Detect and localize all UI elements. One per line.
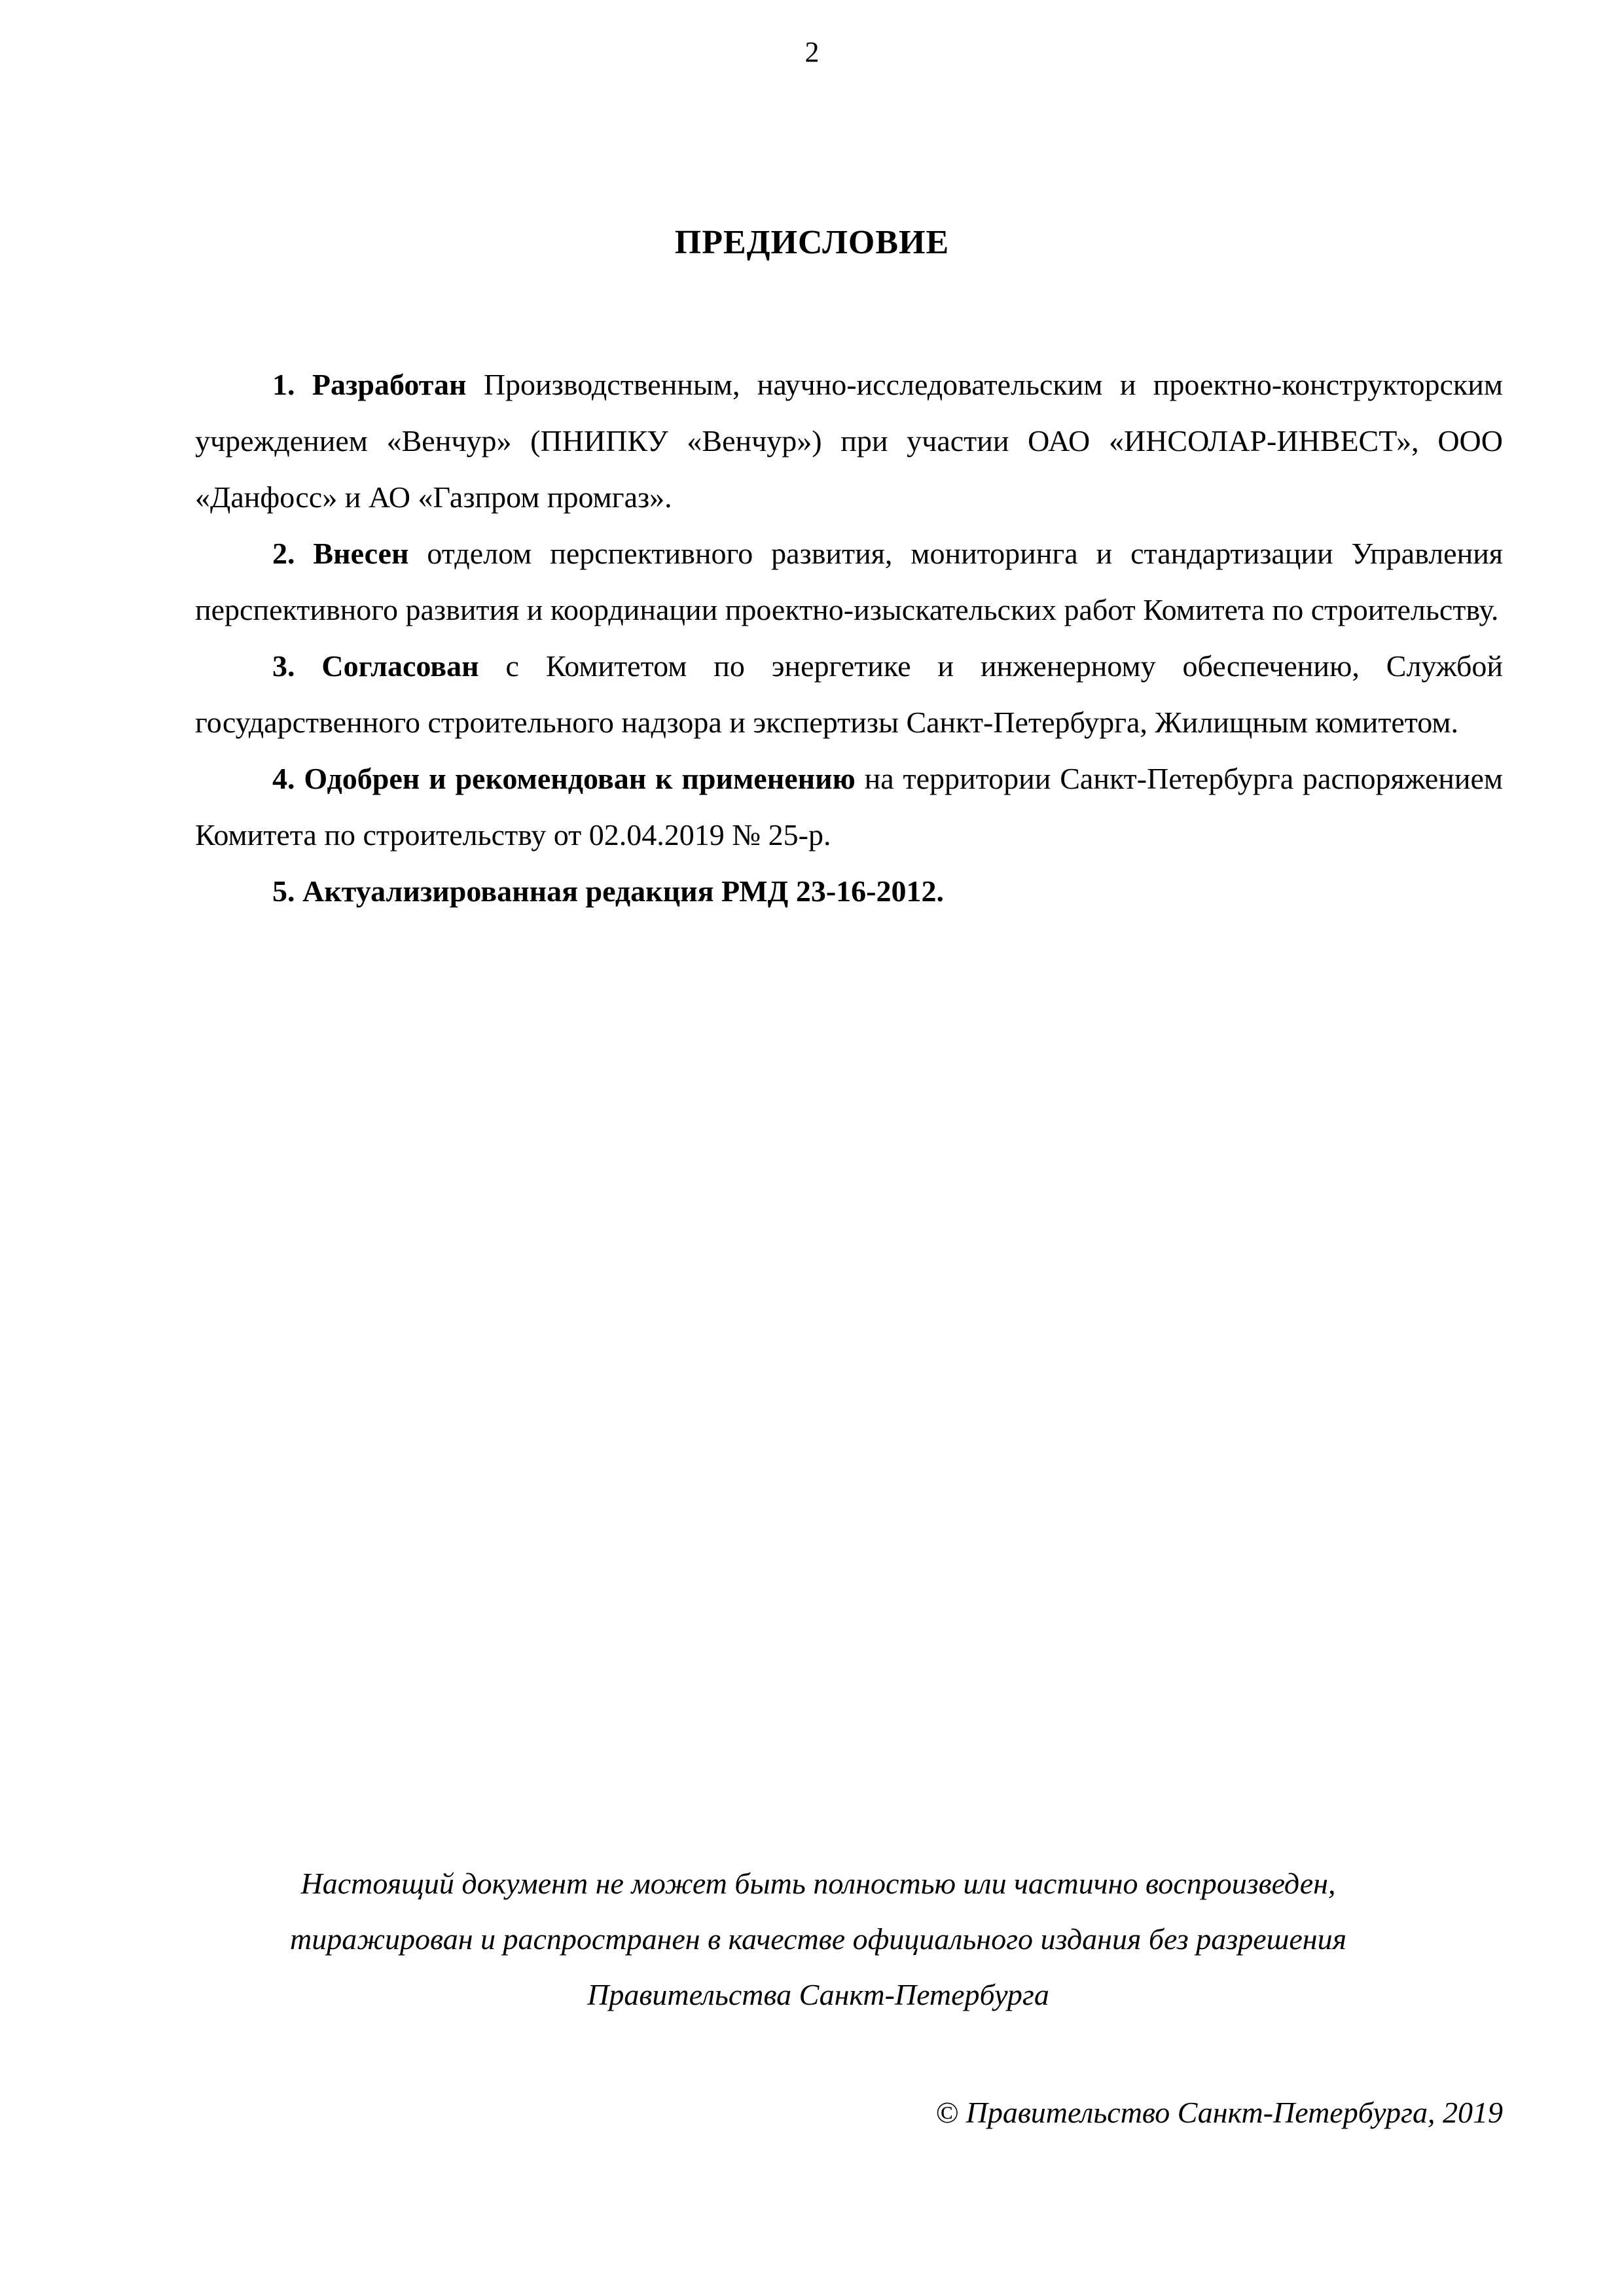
item-label: 3. Согласован xyxy=(272,649,479,683)
page-title: ПРЕДИСЛОВИЕ xyxy=(674,224,950,261)
preface-item-approved xyxy=(195,751,1503,863)
item-text: отделом перспективного развития, мониторинга и стандартизации Управления перспективного развития и координации проектно-изыскательских работ Комитета по строительству. xyxy=(195,537,1503,626)
preface-body xyxy=(195,357,1503,920)
notice-line: Настоящий документ не может быть полностью или частично воспроизведен, xyxy=(300,1867,1336,1900)
item-text: с Комитетом по энергетике и инженерному обеспечению, Службой государственного строительного надзора и экспертизы Санкт-Петербурга, Жилищным комитетом. xyxy=(195,649,1503,739)
preface-item-developed xyxy=(195,357,1503,526)
item-label: 4. Одобрен и рекомендован к применению xyxy=(272,762,856,795)
page-number: 2 xyxy=(804,36,820,68)
item-label: 5. Актуализированная редакция РМД 23-16-2012. xyxy=(272,874,944,908)
copyright: © Правительство Санкт-Петербурга, 2019 xyxy=(935,2096,1503,2129)
preface-item-submitted xyxy=(195,526,1503,638)
reproduction-notice xyxy=(196,1856,1440,2022)
item-label: 1. Разработан xyxy=(272,368,467,401)
item-label: 2. Внесен xyxy=(272,537,409,570)
preface-item-revision xyxy=(195,863,1503,920)
preface-item-agreed xyxy=(195,638,1503,751)
item-text: Производственным, научно-исследовательским и проектно-конструкторским учреждением «Венчур» (ПНИПКУ «Венчур») при участии ОАО «ИНСОЛАР-ИНВЕСТ», ООО «Данфосс» и АО «Газпром промгаз». xyxy=(195,368,1503,514)
item-text: на территории Санкт-Петербурга распоряжением Комитета по строительству от 02.04.2019 № 25-р. xyxy=(195,762,1503,852)
notice-line: Правительства Санкт-Петербурга xyxy=(587,1978,1049,2011)
notice-line: тиражирован и распространен в качестве официального издания без разрешения xyxy=(290,1922,1346,1956)
